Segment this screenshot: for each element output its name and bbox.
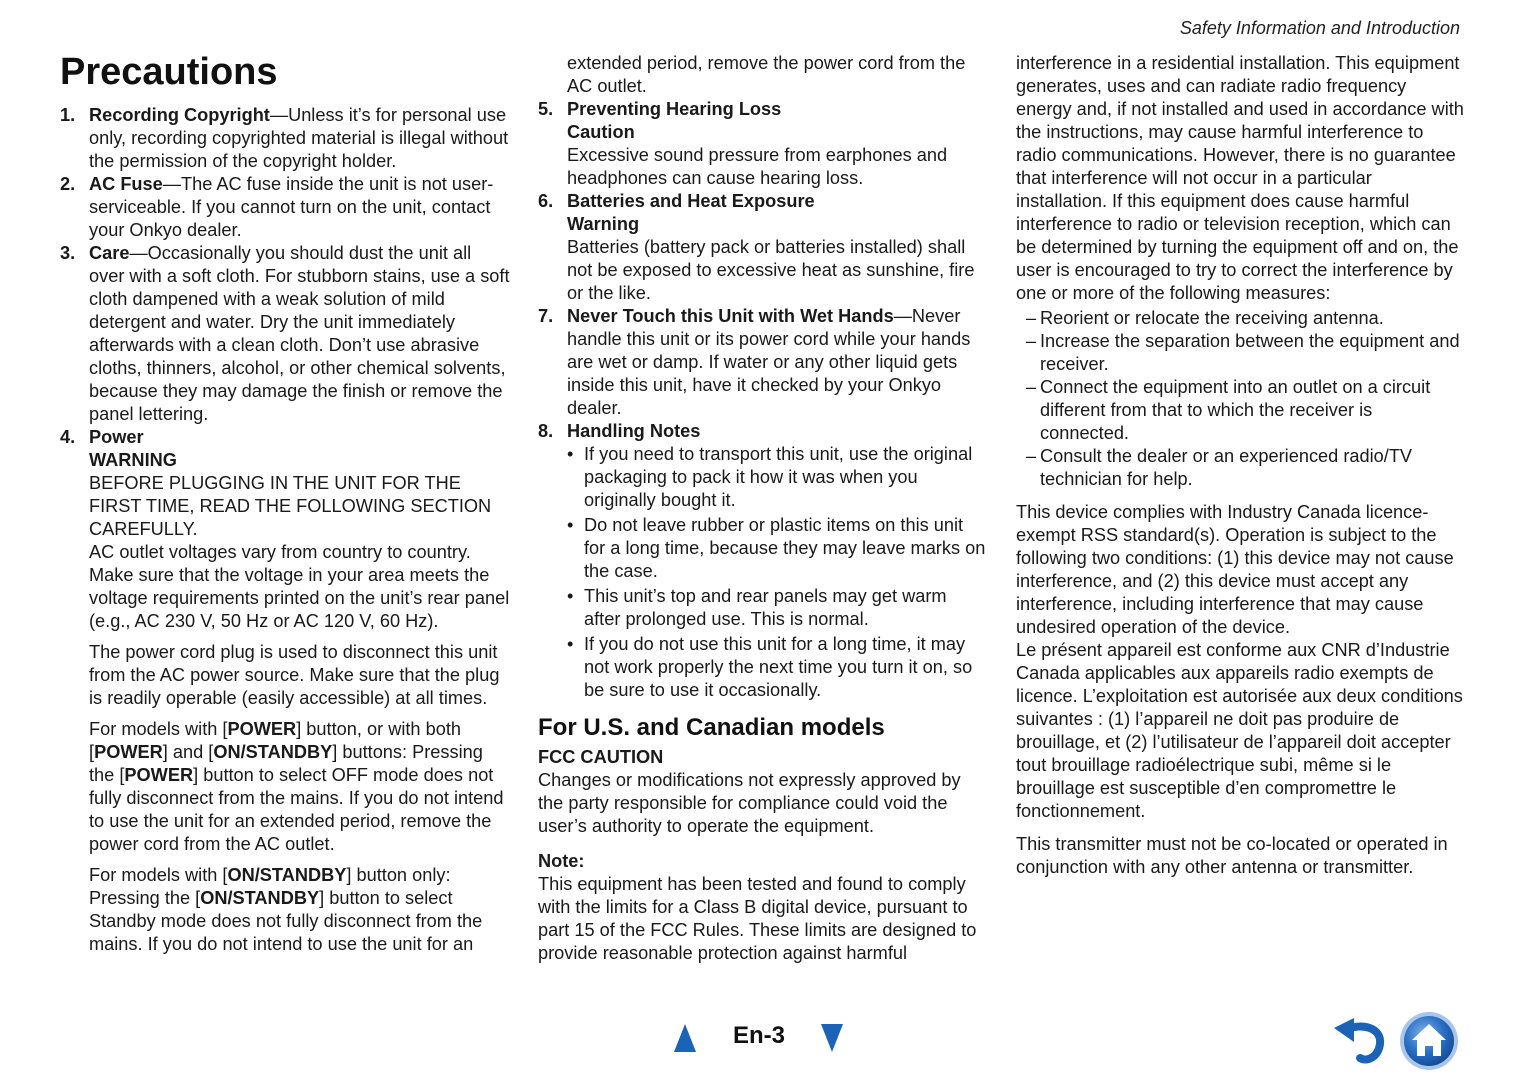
power-key-label: POWER	[94, 742, 163, 762]
item-text: —Never handle this unit or its power cord while your hands are wet or damp. If water or any other liquid gets inside this unit, have it checked by your Onkyo dealer.	[567, 306, 971, 418]
dash-marker: –	[1026, 331, 1037, 351]
transmitter-notice: This transmitter must not be co-located or operated in conjunction with any other antenna or transmitter.	[1016, 834, 1448, 877]
onstandby-key-label: ON/STANDBY	[227, 865, 347, 885]
column-2	[538, 52, 988, 965]
power-key-label: POWER	[227, 719, 297, 739]
dash-marker: –	[1026, 308, 1037, 328]
note-text: This equipment has been tested and found to comply with the limits for a Class B digital device, pursuant to part 15 of the FCC Rules. These limits are designed to provide reasonable protection against harmful	[538, 874, 977, 963]
triangle-down-icon[interactable]	[821, 1024, 843, 1052]
precaution-item-2	[60, 173, 510, 242]
item-number: 3.	[60, 243, 76, 263]
item-number: 6.	[538, 191, 554, 211]
precaution-item-4-power	[60, 426, 510, 956]
item-subtitle: Caution	[567, 122, 635, 142]
item-title: Power	[89, 427, 144, 447]
bullet-item: • If you do not use this unit for a long time, it may not work properly the next time you turn it on, so be sure to use it occasionally.	[567, 633, 988, 702]
industry-canada-fr: Le présent appareil est conforme aux CNR d’Industrie Canada applicables aux appareils radio exempts de licence. L’exploitation est autorisée aux deux conditions suivantes : (1) l’appareil ne doit pas produire de brouillage, et (2) l’utilisateur de l’appareil doit accepter tout brouillage radioélectrique subi, même si le brouillage est susceptible d’en compromettre le fonctionnement.	[1016, 640, 1463, 821]
home-button[interactable]	[1398, 1010, 1460, 1072]
item-title: Never Touch this Unit with Wet Hands	[567, 306, 894, 326]
text-fragment: ] buttons: Pressing the [	[89, 742, 483, 785]
measure-text: Connect the equipment into an outlet on a circuit different from that to which the receiver is connected.	[1040, 377, 1431, 443]
page-number: En-3	[733, 1022, 786, 1049]
item-number: 7.	[538, 306, 554, 326]
measure-text: Reorient or relocate the receiving antenna.	[1040, 308, 1384, 328]
item-number: 5.	[538, 99, 554, 119]
measure-item	[1016, 330, 1466, 376]
precaution-item-5	[538, 98, 988, 190]
item-text: —Occasionally you should dust the unit all over with a soft cloth. For stubborn stains, use a soft cloth dampened with a weak solution of mild detergent and water. Dry the unit immediately afterwards with a clean cloth. Don’t use abrasive cloths, thinners, alcohol, or other chemical solvents, because they may damage the finish or remove the panel lettering.	[89, 243, 510, 424]
item-subtitle: Warning	[567, 214, 640, 234]
measures-list	[1016, 307, 1466, 491]
item-title: Recording Copyright	[89, 105, 270, 125]
bullet-item: • If you need to transport this unit, use the original packaging to pack it how it was when you originally bought it.	[567, 443, 988, 512]
column-1	[60, 52, 510, 956]
item-title: Batteries and Heat Exposure	[567, 191, 815, 211]
onstandby-key-label: ON/STANDBY	[200, 888, 320, 908]
item-number: 4.	[60, 427, 76, 447]
precaution-item-1	[60, 104, 510, 173]
precaution-item-3	[60, 242, 510, 426]
handling-bullets	[567, 443, 988, 702]
bullet-item: • This unit’s top and rear panels may get warm after prolonged use. This is normal.	[567, 585, 988, 631]
text-fragment: ] and [	[162, 742, 214, 762]
bullet-item: • Do not leave rubber or plastic items on this unit for a long time, because they may leave marks on the case.	[567, 514, 988, 583]
running-header: Safety Information and Introduction	[1179, 18, 1460, 38]
item-text: Batteries (battery pack or batteries installed) shall not be exposed to excessive heat as sunshine, fire or the like.	[567, 237, 975, 303]
precaution-item-8	[538, 420, 988, 702]
text-fragment: ] button to select OFF mode does not fully disconnect from the mains. If you do not intend to use the unit for an extended period, remove the power cord from the AC outlet.	[89, 765, 504, 854]
warning-caps-text: BEFORE PLUGGING IN THE UNIT FOR THE FIRST TIME, READ THE FOLLOWING SECTION CAREFULLY.	[89, 473, 492, 539]
fcc-caution-heading: FCC CAUTION	[538, 747, 664, 767]
continuation-text: interference in a residential installation. This equipment generates, uses and can radiate radio frequency energy and, if not installed and used in accordance with the instructions, may cause harmful interference to radio communications. However, there is no guarantee that interference will not occur in a particular installation. If this equipment does cause harmful interference to radio or television reception, which can be determined by turning the equipment off and on, the user is encouraged to try to correct the interference by one or more of the following measures:	[1016, 53, 1464, 303]
measure-item	[1016, 376, 1466, 445]
continuation-body: extended period, remove the power cord from the AC outlet.	[567, 53, 966, 96]
measure-item	[1016, 445, 1466, 491]
text-fragment: For models with [	[89, 865, 228, 885]
industry-canada-en: This device complies with Industry Canada licence-exempt RSS standard(s). Operation is subject to the following two conditions: (1) this device may not cause interference, and (2) this device must accept any interference, including interference that may cause undesired operation of the device.	[1016, 502, 1454, 637]
page-title: Precautions	[60, 51, 278, 93]
power-button-paragraph	[89, 718, 510, 856]
item-number: 1.	[60, 105, 76, 125]
warning-label: WARNING	[89, 450, 177, 470]
fcc-caution-text: Changes or modifications not expressly approved by the party responsible for compliance could void the user’s authority to operate the equipment.	[538, 770, 961, 836]
item-title: Care	[89, 243, 130, 263]
home-icon	[1398, 1010, 1460, 1072]
item-title: AC Fuse	[89, 174, 163, 194]
dash-marker: –	[1026, 377, 1037, 397]
text-fragment: ] button to select Standby mode does not fully disconnect from the mains. If you do not intend to use the unit for an	[89, 888, 483, 954]
precaution-item-7	[538, 305, 988, 420]
dash-marker: –	[1026, 446, 1037, 466]
voltage-text: AC outlet voltages vary from country to country. Make sure that the voltage in your area meets the voltage requirements printed on the unit’s rear panel (e.g., AC 230 V, 50 Hz or AC 120 V, 60 Hz).	[89, 542, 510, 631]
plug-text: The power cord plug is used to disconnect this unit from the AC power source. Make sure that the plug is readily operable (easily accessible) at all times.	[89, 642, 500, 708]
item-text: —The AC fuse inside the unit is not user-serviceable. If you cannot turn on the unit, contact your Onkyo dealer.	[89, 174, 494, 240]
measure-text: Increase the separation between the equipment and receiver.	[1040, 331, 1460, 374]
note-heading: Note:	[538, 851, 585, 871]
text-fragment: ] button only: Pressing the [	[89, 865, 451, 908]
item-text: Excessive sound pressure from earphones and headphones can cause hearing loss.	[567, 145, 948, 188]
column-3	[1016, 52, 1466, 879]
text-fragment: ] button, or with both [	[89, 719, 461, 762]
item-text: —Unless it’s for personal use only, recording copyrighted material is illegal without the permission of the copyright holder.	[89, 105, 509, 171]
power-key-label: POWER	[124, 765, 194, 785]
measure-item	[1016, 307, 1466, 330]
precaution-item-6	[538, 190, 988, 305]
text-fragment: For models with [	[89, 719, 228, 739]
item-title: Handling Notes	[567, 421, 701, 441]
back-button[interactable]	[1332, 1014, 1386, 1064]
back-arrow-icon	[1332, 1014, 1386, 1064]
onstandby-key-label: ON/STANDBY	[213, 742, 333, 762]
us-canada-heading: For U.S. and Canadian models	[538, 714, 885, 741]
onstandby-button-paragraph	[89, 864, 510, 956]
item-number: 2.	[60, 174, 76, 194]
triangle-up-icon[interactable]	[674, 1024, 696, 1052]
footer-nav	[0, 1010, 1518, 1070]
continuation-text	[538, 52, 988, 98]
item-title: Preventing Hearing Loss	[567, 99, 782, 119]
item-number: 8.	[538, 421, 554, 441]
measure-text: Consult the dealer or an experienced radio/TV technician for help.	[1040, 446, 1413, 489]
